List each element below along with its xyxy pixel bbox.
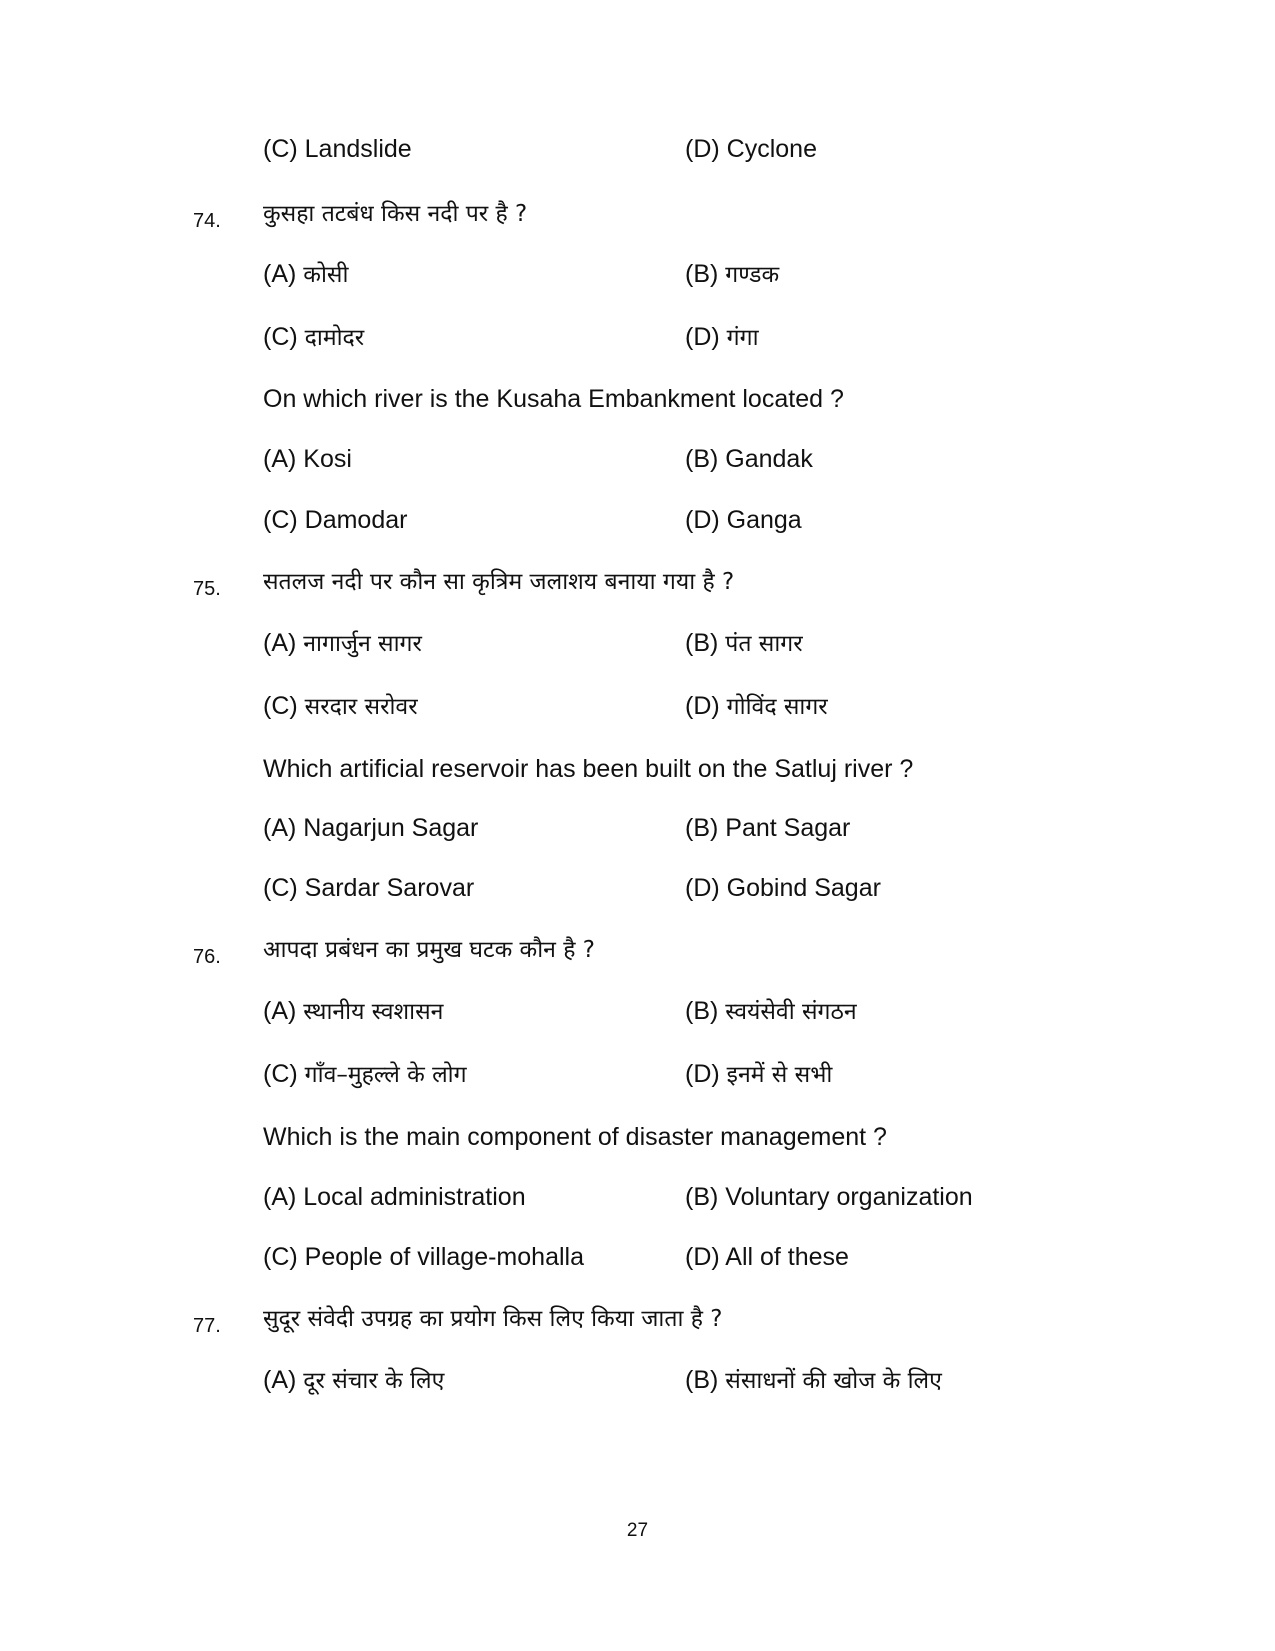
q74-option-a: (A) Kosi [263,445,352,473]
q74-question-hindi: कुसहा तटबंध किस नदी पर है ? [263,201,528,227]
q77-option-b-hindi: (B) संसाधनों की खोज के लिए [685,1366,942,1394]
q76-question-english: Which is the main component of disaster management ? [263,1123,887,1151]
q75-option-c: (C) Sardar Sarovar [263,874,475,902]
q74-option-d: (D) Ganga [685,506,802,534]
q75-option-a: (A) Nagarjun Sagar [263,814,479,842]
q74-option-d-hindi: (D) गंगा [685,323,759,351]
q75-question-hindi: सतलज नदी पर कौन सा कृत्रिम जलाशय बनाया गया है ? [263,569,735,595]
q76-option-b-hindi: (B) स्वयंसेवी संगठन [685,997,857,1025]
q74-option-a-hindi: (A) कोसी [263,260,349,288]
q74-option-c-hindi: (C) दामोदर [263,323,365,351]
q77-option-a-hindi: (A) दूर संचार के लिए [263,1366,445,1394]
q76-option-a: (A) Local administration [263,1183,526,1211]
q76-option-b: (B) Voluntary organization [685,1183,973,1211]
q73-option-c: (C) Landslide [263,135,412,163]
q73-option-d: (D) Cyclone [685,135,817,163]
q74-question-english: On which river is the Kusaha Embankment located ? [263,385,844,413]
q77-question-hindi: सुदूर संवेदी उपग्रह का प्रयोग किस लिए किया जाता है ? [263,1306,723,1332]
q76-option-c: (C) People of village-mohalla [263,1243,584,1271]
q75-option-c-hindi: (C) सरदार सरोवर [263,692,418,720]
q75-question-english: Which artificial reservoir has been built on the Satluj river ? [263,755,914,783]
q76-option-d: (D) All of these [685,1243,849,1271]
q75-option-b-hindi: (B) पंत सागर [685,629,803,657]
q76-option-a-hindi: (A) स्थानीय स्वशासन [263,997,444,1025]
q74-option-b: (B) Gandak [685,445,813,473]
q75-number: 75. [193,578,221,600]
q75-option-d-hindi: (D) गोविंद सागर [685,692,828,720]
q76-number: 76. [193,946,221,968]
q76-option-d-hindi: (D) इनमें से सभी [685,1060,833,1088]
q75-option-d: (D) Gobind Sagar [685,874,881,902]
q74-number: 74. [193,210,221,232]
page-number: 27 [626,1520,649,1541]
q74-option-b-hindi: (B) गण्डक [685,260,780,288]
q75-option-b: (B) Pant Sagar [685,814,851,842]
q76-option-c-hindi: (C) गाँव–मुहल्ले के लोग [263,1060,467,1088]
q77-number: 77. [193,1315,221,1337]
q76-question-hindi: आपदा प्रबंधन का प्रमुख घटक कौन है ? [263,937,595,963]
q75-option-a-hindi: (A) नागार्जुन सागर [263,629,422,657]
q74-option-c: (C) Damodar [263,506,408,534]
